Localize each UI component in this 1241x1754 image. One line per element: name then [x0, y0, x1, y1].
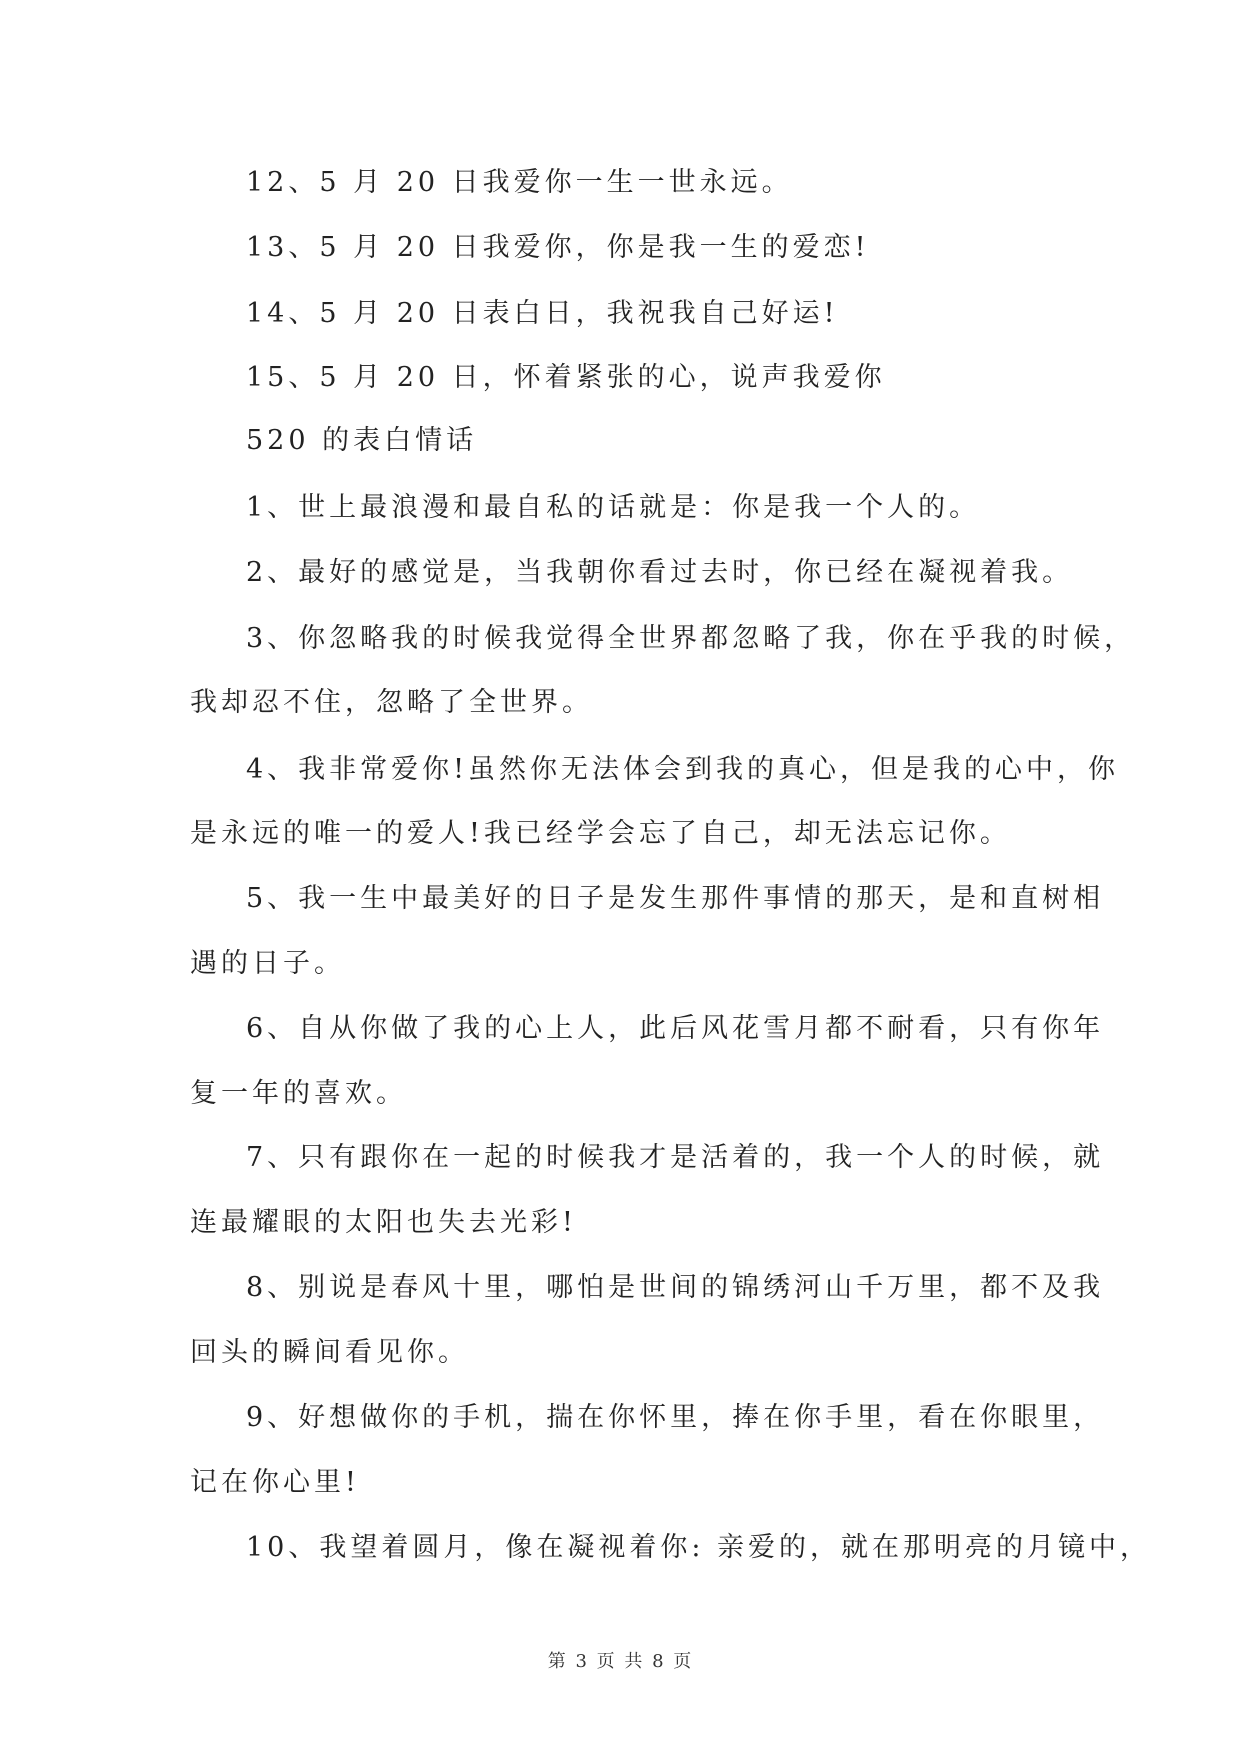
paragraph-9-line-1: 9、好想做你的手机，揣在你怀里，捧在你手里，看在你眼里， [246, 1402, 1105, 1433]
paragraph-8-line-1: 8、别说是春风十里，哪怕是世间的锦绣河山千万里，都不及我 [246, 1272, 1105, 1303]
paragraph-10-line-1: 10、我望着圆月，像在凝视着你: 亲爱的，就在那明亮的月镜中， [246, 1532, 1152, 1563]
paragraph-4-line-1: 4、我非常爱你!虽然你无法体会到我的真心，但是我的心中，你 [246, 754, 1120, 785]
paragraph-8-line-2: 回头的瞬间看见你。 [190, 1337, 469, 1368]
paragraph-6-line-2: 复一年的喜欢。 [190, 1078, 407, 1109]
text-line-12: 12、5 月 20 日我爱你一生一世永远。 [246, 167, 793, 198]
paragraph-5-line-2: 遇的日子。 [190, 948, 345, 979]
page-footer: 第 3 页 共 8 页 [547, 1651, 694, 1672]
text-line-13: 13、5 月 20 日我爱你，你是我一生的爱恋! [246, 232, 870, 263]
paragraph-3-line-2: 我却忍不住，忽略了全世界。 [190, 687, 593, 718]
paragraph-3-line-1: 3、你忽略我的时候我觉得全世界都忽略了我，你在乎我的时候， [246, 623, 1136, 654]
paragraph-5-line-1: 5、我一生中最美好的日子是发生那件事情的那天，是和直树相 [246, 883, 1105, 914]
section-heading: 520 的表白情话 [246, 425, 478, 456]
paragraph-7-line-2: 连最耀眼的太阳也失去光彩! [190, 1207, 577, 1238]
paragraph-6-line-1: 6、自从你做了我的心上人，此后风花雪月都不耐看，只有你年 [246, 1013, 1105, 1044]
paragraph-9-line-2: 记在你心里! [190, 1467, 360, 1498]
paragraph-2: 2、最好的感觉是，当我朝你看过去时，你已经在凝视着我。 [246, 557, 1074, 588]
paragraph-1: 1、世上最浪漫和最自私的话就是：你是我一个人的。 [246, 492, 981, 523]
text-line-15: 15、5 月 20 日，怀着紧张的心，说声我爱你 [246, 362, 886, 393]
text-line-14: 14、5 月 20 日表白日，我祝我自己好运! [246, 298, 839, 329]
paragraph-7-line-1: 7、只有跟你在一起的时候我才是活着的，我一个人的时候，就 [246, 1142, 1105, 1173]
paragraph-4-line-2: 是永远的唯一的爱人!我已经学会忘了自己，却无法忘记你。 [190, 818, 1011, 849]
